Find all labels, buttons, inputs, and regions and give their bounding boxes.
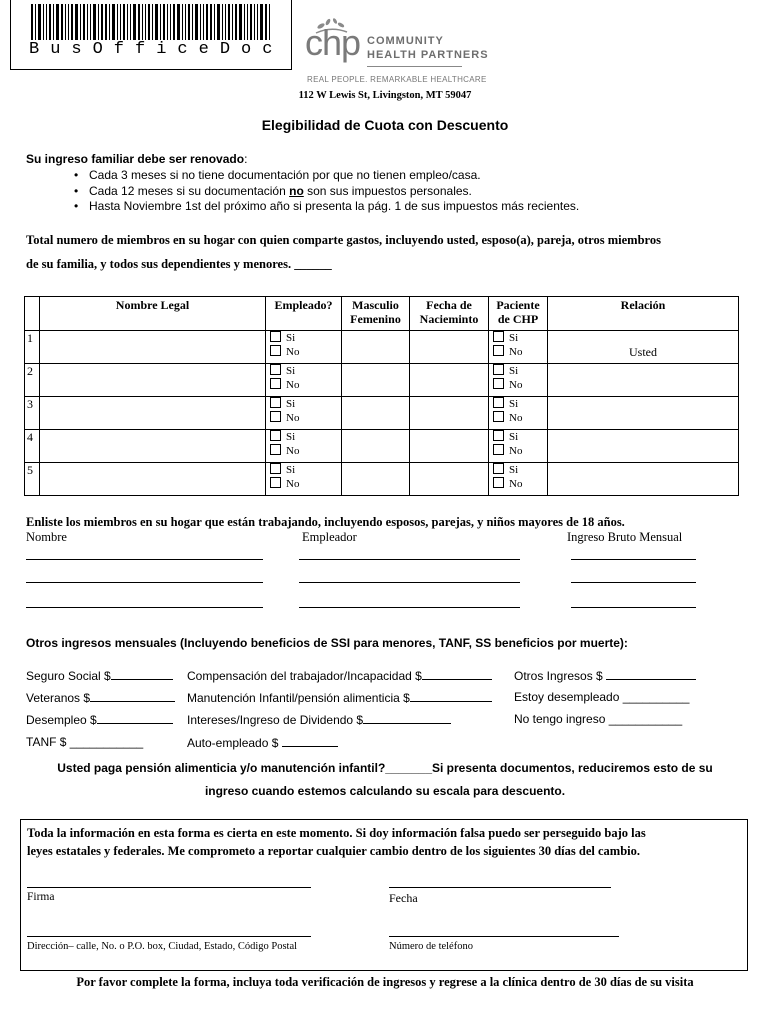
barcode-bar	[195, 4, 198, 40]
other-income-label: Otros Ingresos $	[514, 669, 607, 683]
barcode-bar	[210, 4, 212, 40]
relation-cell[interactable]	[548, 430, 739, 463]
barcode-bar	[228, 4, 230, 40]
header-employed: Empleado?	[266, 297, 342, 331]
barcode-bar	[260, 4, 263, 40]
barcode-bar	[123, 4, 125, 40]
workers-comp-line[interactable]	[422, 668, 492, 680]
barcode-bar	[138, 4, 140, 40]
yes-label: Si	[509, 332, 519, 344]
tanf-field[interactable]: TANF $ ___________	[26, 735, 144, 749]
table-header-row	[25, 297, 739, 331]
yes-label: Si	[509, 398, 519, 410]
employed-no-option[interactable]	[266, 345, 341, 359]
barcode-bar	[185, 4, 186, 40]
chp-patient-cell	[489, 463, 548, 496]
barcode-bar	[112, 4, 115, 40]
other-income-heading: Otros ingresos mensuales (Incluyendo beneficios de SSI para menores, TANF, SS beneficios por muerte):	[26, 636, 628, 650]
unemployment-line[interactable]	[97, 712, 173, 724]
table-row	[25, 364, 739, 397]
alimony-line-1: Usted paga pensión alimenticia y/o manutención infantil?_______Si presenta documentos, reduciremos esto de su	[57, 761, 713, 775]
employed-yes-option[interactable]	[266, 331, 341, 345]
barcode-bar	[265, 4, 267, 40]
barcode-bar	[257, 4, 258, 40]
social-security-line[interactable]	[111, 668, 173, 680]
barcode-bar	[65, 4, 66, 40]
logo-name-line1: COMMUNITY	[367, 35, 444, 47]
household-members-table	[24, 296, 739, 496]
barcode-bar	[155, 4, 158, 40]
row-number: 1	[25, 331, 40, 364]
barcode-bar	[247, 4, 248, 40]
barcode-bar	[244, 4, 245, 40]
employed-cell	[266, 364, 342, 397]
employed-cell	[266, 463, 342, 496]
dob-cell[interactable]	[410, 430, 489, 463]
legal-name-cell[interactable]	[40, 430, 266, 463]
chp-patient-yes-option[interactable]	[489, 430, 547, 444]
checkbox[interactable]	[270, 430, 281, 441]
declaration-line-2: leyes estatales y federales. Me comprometo a reportar cualquier cambio dentro de los siguientes 30 días del cambio.	[27, 844, 641, 858]
no-label: No	[509, 445, 523, 457]
chp-patient-cell	[489, 364, 548, 397]
barcode-bar	[61, 4, 63, 40]
checkbox[interactable]	[493, 411, 504, 422]
yes-label: Si	[286, 398, 296, 410]
dob-cell[interactable]	[410, 331, 489, 364]
table-row	[25, 331, 739, 364]
unemployment-field[interactable]	[26, 712, 173, 727]
barcode-bar	[254, 4, 255, 40]
checkbox[interactable]	[270, 463, 281, 474]
barcode-bar	[87, 4, 88, 40]
renewal-bullet-2	[89, 184, 579, 200]
declaration-box	[20, 819, 748, 971]
phone-label: Número de teléfono	[389, 941, 473, 952]
working-entry-line[interactable]	[571, 559, 696, 560]
header-name: Nombre Legal	[40, 297, 266, 331]
child-support-line[interactable]	[410, 690, 492, 702]
working-col-employer: Empleador	[302, 530, 357, 544]
header-dob-2: Nacieminto	[419, 312, 479, 326]
working-col-income: Ingreso Bruto Mensual	[567, 530, 683, 544]
checkbox[interactable]	[493, 477, 504, 488]
barcode-bar	[68, 4, 69, 40]
barcode-bar	[90, 4, 91, 40]
working-entry-line[interactable]	[571, 582, 696, 583]
bullet2-pre: Cada 12 meses si su documentación	[89, 183, 290, 198]
barcode-bar	[200, 4, 201, 40]
barcode-bar	[130, 4, 131, 40]
clinic-address: 112 W Lewis St, Livingston, MT 59047	[298, 90, 472, 101]
chp-patient-no-option[interactable]	[489, 378, 547, 392]
header-patient-1: Paciente	[496, 298, 540, 312]
dob-cell[interactable]	[410, 463, 489, 496]
barcode-bar	[214, 4, 215, 40]
barcode-bar	[232, 4, 233, 40]
table-row	[25, 463, 739, 496]
no-label: No	[286, 445, 300, 457]
chp-patient-yes-option[interactable]	[489, 397, 547, 411]
barcode-bar	[117, 4, 118, 40]
barcode-bar	[269, 4, 270, 40]
checkbox[interactable]	[270, 331, 281, 342]
no-label: No	[286, 346, 300, 358]
checkbox[interactable]	[270, 345, 281, 356]
barcode-bar	[170, 4, 171, 40]
working-entry-line[interactable]	[299, 607, 520, 608]
unemployed-field[interactable]: Estoy desempleado __________	[514, 690, 690, 704]
no-label: No	[509, 379, 523, 391]
sex-cell[interactable]	[342, 331, 410, 364]
barcode-text: BusOfficeDoc	[29, 40, 284, 59]
chp-patient-no-option[interactable]	[489, 444, 547, 458]
workers-comp-label: Compensación del trabajador/Incapacidad $	[187, 669, 422, 683]
social-security-field[interactable]	[26, 668, 173, 683]
barcode-bar	[160, 4, 161, 40]
no-label: No	[286, 412, 300, 424]
barcode-bar	[35, 4, 36, 40]
checkbox[interactable]	[270, 411, 281, 422]
page-title: Elegibilidad de Cuota con Descuento	[261, 117, 509, 133]
legal-name-cell[interactable]	[40, 463, 266, 496]
alimony-line-2: ingreso cuando estemos calculando su escala para descuento.	[204, 784, 566, 798]
self-employed-line[interactable]	[282, 735, 338, 747]
row-number: 2	[25, 364, 40, 397]
logo-name-line2: HEALTH PARTNERS	[367, 49, 489, 61]
renewal-bullet-1: • Cada 3 meses si no tiene documentación por que no tienen empleo/casa.	[89, 168, 579, 184]
checkbox[interactable]	[493, 364, 504, 375]
barcode-bar	[31, 4, 33, 40]
barcode-bar	[75, 4, 78, 40]
interest-line[interactable]	[363, 712, 451, 724]
header-sex	[342, 297, 410, 331]
workers-comp-field[interactable]	[187, 668, 492, 683]
sex-cell[interactable]	[342, 364, 410, 397]
barcode-bar	[173, 4, 175, 40]
header-dob	[410, 297, 489, 331]
barcode-bar	[127, 4, 128, 40]
table-row	[25, 430, 739, 463]
header-sex-1: Masculio	[352, 298, 399, 312]
logo-divider	[367, 66, 462, 67]
employed-cell	[266, 331, 342, 364]
address-line[interactable]	[27, 936, 311, 937]
yes-label: Si	[286, 431, 296, 443]
header-num	[25, 297, 40, 331]
barcode-bar	[222, 4, 223, 40]
checkbox[interactable]	[270, 364, 281, 375]
header-patient	[489, 297, 548, 331]
barcode-bar	[217, 4, 220, 40]
header-dob-1: Fecha de	[426, 298, 472, 312]
unemployment-label: Desempleo $	[26, 713, 97, 727]
barcode-bar	[235, 4, 237, 40]
no-income-field[interactable]: No tengo ingreso ___________	[514, 712, 683, 726]
header-patient-2: de CHP	[497, 312, 539, 326]
no-label: No	[509, 412, 523, 424]
barcode	[10, 0, 292, 70]
working-entry-line[interactable]	[26, 607, 263, 608]
household-line-2: de su familia, y todos sus dependientes y menores. ______	[26, 257, 332, 271]
header-relation: Relación	[548, 297, 739, 331]
barcode-bar	[192, 4, 193, 40]
other-income-line[interactable]	[606, 668, 696, 680]
logo-abbr: chp	[305, 22, 361, 63]
header-sex-2: Femenino	[350, 312, 401, 326]
barcode-bar	[177, 4, 180, 40]
checkbox[interactable]	[493, 463, 504, 474]
checkbox[interactable]	[493, 430, 504, 441]
chp-patient-cell	[489, 331, 548, 364]
checkbox[interactable]	[270, 444, 281, 455]
signature-line[interactable]	[27, 887, 311, 888]
veterans-field[interactable]	[26, 690, 175, 705]
row-number: 4	[25, 430, 40, 463]
no-label: No	[509, 478, 523, 490]
barcode-bar	[80, 4, 81, 40]
date-label: Fecha	[389, 891, 418, 905]
yes-label: Si	[286, 332, 296, 344]
phone-line[interactable]	[389, 936, 619, 937]
row-number: 3	[25, 397, 40, 430]
chp-patient-yes-option[interactable]	[489, 364, 547, 378]
employed-yes-option[interactable]	[266, 397, 341, 411]
chp-patient-yes-option[interactable]	[489, 331, 547, 345]
child-support-label: Manutención Infantil/pensión alimenticia $	[187, 691, 410, 705]
working-heading: Enliste los miembros en su hogar que están trabajando, incluyendo esposos, parejas, y niños mayores de 18 años.	[26, 515, 625, 529]
barcode-bar	[148, 4, 150, 40]
barcode-bar	[49, 4, 51, 40]
yes-label: Si	[509, 365, 519, 377]
renewal-list	[89, 168, 579, 215]
working-col-name: Nombre	[26, 530, 67, 544]
employed-cell	[266, 430, 342, 463]
no-label: No	[286, 379, 300, 391]
veterans-line[interactable]	[90, 690, 175, 702]
sex-cell[interactable]	[342, 463, 410, 496]
barcode-bar	[38, 4, 41, 40]
yes-label: Si	[286, 464, 296, 476]
social-security-label: Seguro Social $	[26, 669, 111, 683]
declaration-line-1: Toda la información en esta forma es cierta en este momento. Si doy información falsa puedo ser perseguido bajo las	[27, 826, 646, 840]
employed-no-option[interactable]	[266, 477, 341, 491]
chp-patient-cell	[489, 397, 548, 430]
working-entry-line[interactable]	[299, 582, 520, 583]
barcode-bar	[105, 4, 107, 40]
relation-cell[interactable]	[548, 463, 739, 496]
barcode-bar	[188, 4, 190, 40]
relation-cell[interactable]: Usted	[548, 331, 739, 364]
yes-label: Si	[286, 365, 296, 377]
dob-cell[interactable]	[410, 397, 489, 430]
barcode-bar	[182, 4, 183, 40]
barcode-bar	[109, 4, 110, 40]
row-number: 5	[25, 463, 40, 496]
checkbox[interactable]	[493, 331, 504, 342]
bullet2-post: son sus impuestos personales.	[303, 183, 472, 198]
relation-cell[interactable]	[548, 364, 739, 397]
child-support-field[interactable]	[187, 690, 492, 705]
interest-label: Intereses/Ingreso de Dividendo $	[187, 713, 364, 727]
checkbox[interactable]	[493, 378, 504, 389]
barcode-bar	[53, 4, 54, 40]
barcode-bar	[101, 4, 103, 40]
barcode-bar	[120, 4, 121, 40]
renewal-heading	[26, 152, 247, 166]
barcode-bar	[250, 4, 252, 40]
chp-patient-no-option[interactable]	[489, 477, 547, 491]
yes-label: Si	[509, 431, 519, 443]
barcode-bar	[167, 4, 168, 40]
checkbox[interactable]	[270, 397, 281, 408]
table-row	[25, 397, 739, 430]
barcode-bar	[206, 4, 208, 40]
barcode-bar	[145, 4, 146, 40]
employed-no-option[interactable]	[266, 378, 341, 392]
working-entry-line[interactable]	[571, 607, 696, 608]
relation-cell[interactable]	[548, 397, 739, 430]
barcode-bar	[163, 4, 165, 40]
bullet2-emphasis: no	[289, 183, 304, 198]
checkbox[interactable]	[493, 444, 504, 455]
checkbox[interactable]	[493, 345, 504, 356]
renewal-bullet-3: • Hasta Noviembre 1st del próximo año si presenta la pág. 1 de sus impuestos más recientes.	[89, 199, 579, 215]
barcode-bar	[43, 4, 44, 40]
employed-yes-option[interactable]	[266, 430, 341, 444]
veterans-label: Veteranos $	[26, 691, 91, 705]
employed-no-option[interactable]	[266, 444, 341, 458]
checkbox[interactable]	[493, 397, 504, 408]
barcode-bar	[56, 4, 59, 40]
legal-name-cell[interactable]	[40, 397, 266, 430]
address-label: Dirección– calle, No. o P.O. box, Ciudad, Estado, Código Postal	[27, 941, 298, 952]
working-entry-line[interactable]	[26, 559, 263, 560]
no-label: No	[286, 478, 300, 490]
barcode-bar	[142, 4, 143, 40]
barcode-bar	[93, 4, 96, 40]
employed-cell	[266, 397, 342, 430]
chp-patient-cell	[489, 430, 548, 463]
footer-instructions: Por favor complete la forma, incluya toda verificación de ingresos y regrese a la clínica dentro de 30 días de su visita	[76, 975, 694, 989]
barcode-bar	[152, 4, 153, 40]
barcode-bar	[239, 4, 242, 40]
barcode-bar	[203, 4, 204, 40]
renewal-heading-text: Su ingreso familiar debe ser renovado	[26, 152, 245, 166]
barcode-bar	[133, 4, 136, 40]
self-employed-field[interactable]	[187, 735, 338, 750]
employed-no-option[interactable]	[266, 411, 341, 425]
barcode-bar	[83, 4, 85, 40]
legal-name-cell[interactable]	[40, 364, 266, 397]
interest-field[interactable]	[187, 712, 451, 727]
sex-cell[interactable]	[342, 430, 410, 463]
checkbox[interactable]	[270, 378, 281, 389]
sex-cell[interactable]	[342, 397, 410, 430]
employed-yes-option[interactable]	[266, 463, 341, 477]
barcode-bar	[225, 4, 226, 40]
barcode-bars	[31, 4, 281, 40]
barcode-bar	[46, 4, 47, 40]
self-employed-label: Auto-empleado $	[187, 736, 282, 750]
chp-patient-yes-option[interactable]	[489, 463, 547, 477]
yes-label: Si	[509, 464, 519, 476]
renewal-colon: :	[244, 152, 248, 166]
working-entry-line[interactable]	[26, 582, 263, 583]
no-label: No	[509, 346, 523, 358]
other-income-field[interactable]	[514, 668, 696, 683]
signature-label: Firma	[27, 891, 55, 903]
household-line-1: Total numero de miembros en su hogar con quien comparte gastos, incluyendo usted, esposo(a), pareja, otros miembros	[26, 233, 661, 247]
logo-tagline: REAL PEOPLE. REMARKABLE HEALTHCARE	[307, 75, 487, 84]
legal-name-cell[interactable]	[40, 331, 266, 364]
chp-patient-no-option[interactable]	[489, 411, 547, 425]
employed-yes-option[interactable]	[266, 364, 341, 378]
barcode-bar	[71, 4, 73, 40]
dob-cell[interactable]	[410, 364, 489, 397]
working-entry-line[interactable]	[299, 559, 520, 560]
checkbox[interactable]	[270, 477, 281, 488]
barcode-bar	[98, 4, 99, 40]
logo-name	[367, 34, 489, 62]
chp-patient-no-option[interactable]	[489, 345, 547, 359]
date-line[interactable]	[389, 887, 611, 888]
